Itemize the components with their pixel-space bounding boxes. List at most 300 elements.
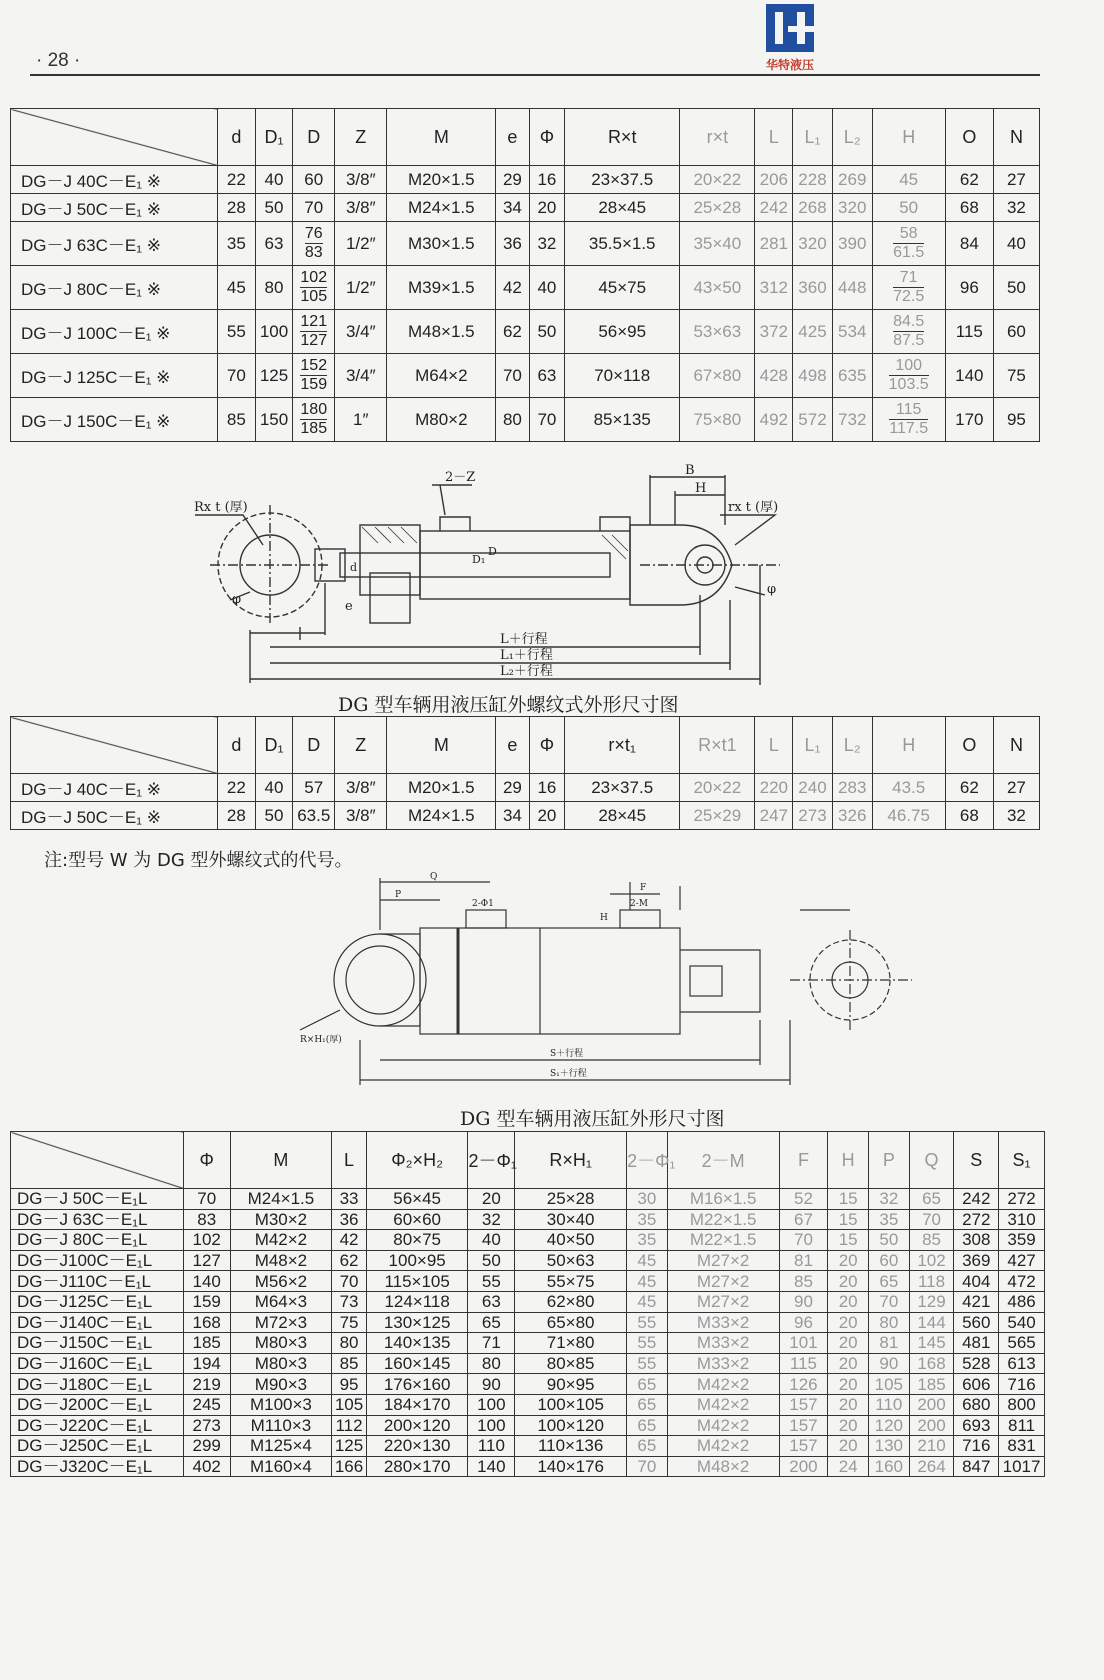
cell-s: 404 (954, 1271, 999, 1292)
header-rule (30, 74, 1040, 76)
cell-o: 62 (945, 166, 993, 194)
col-phi: Φ (183, 1132, 230, 1189)
cell-h: 15 (828, 1209, 869, 1230)
cylinder-drawing-standard (300, 870, 1020, 1095)
cell-s: 716 (954, 1436, 999, 1457)
cell-l: 36 (332, 1209, 367, 1230)
label-2m: 2-M (630, 899, 648, 909)
cell-phi: 140 (183, 1271, 230, 1292)
cell-m: M80×3 (230, 1353, 332, 1374)
cell-l1: 572 (793, 398, 833, 442)
cell-phi: 16 (529, 774, 565, 802)
cell-s: 242 (954, 1189, 999, 1210)
label-phi-right: φ (767, 582, 777, 597)
col-rxt-upper: R×t (565, 109, 680, 166)
table-body (11, 1189, 1045, 1477)
cell-q: 65 (909, 1189, 954, 1210)
cell-phi: 127 (183, 1250, 230, 1271)
cell-f: 101 (779, 1333, 828, 1354)
cell-phi: 159 (183, 1291, 230, 1312)
cell-d: 55 (218, 310, 256, 354)
cell-phi2xh2: 60×60 (366, 1209, 468, 1230)
cell-l: 312 (755, 266, 793, 310)
cell-D: 70 (293, 194, 335, 222)
cell-s1: 359 (999, 1230, 1045, 1251)
cell-l2: 534 (832, 310, 872, 354)
label-2phi1: 2-Φ1 (472, 899, 494, 909)
cell-rxt-upper: 85×135 (565, 398, 680, 442)
label-2z: 2－Z (445, 470, 476, 485)
col-d: d (218, 717, 256, 774)
cell-2m: M33×2 (667, 1353, 779, 1374)
cell-q: 102 (909, 1250, 954, 1271)
cell-m: M90×3 (230, 1374, 332, 1395)
figure-caption-threaded: DG 型车辆用液压缸外螺纹式外形尺寸图 (338, 694, 679, 716)
cell-2m: M42×2 (667, 1436, 779, 1457)
table-row (11, 1456, 1045, 1477)
H-top: 58 (893, 225, 924, 244)
cell-2phi1-b: 35 (627, 1209, 668, 1230)
cell-d1: 63 (255, 222, 293, 266)
cell-h: 20 (828, 1415, 869, 1436)
col-2m: 2－M (667, 1132, 779, 1189)
table-row (11, 1209, 1045, 1230)
cell-e: 34 (496, 194, 529, 222)
cell-rxh1: 90×95 (515, 1374, 627, 1395)
cell-phi: 20 (529, 802, 565, 830)
cell-rxh1: 71×80 (515, 1333, 627, 1354)
cell-f: 96 (779, 1312, 828, 1333)
cell-f: 90 (779, 1291, 828, 1312)
cell-s1: 272 (999, 1189, 1045, 1210)
cell-m: M80×2 (387, 398, 496, 442)
cell-e: 29 (496, 166, 529, 194)
cell-s1: 1017 (999, 1456, 1045, 1477)
cell-rxt: 75×80 (680, 398, 755, 442)
cell-d: 22 (218, 166, 256, 194)
model-cell: DG－J320C－E₁L (11, 1456, 184, 1477)
cell-rxh1: 25×28 (515, 1189, 627, 1210)
cell-m: M30×1.5 (387, 222, 496, 266)
H-bottom: 72.5 (893, 288, 925, 305)
cell-l1: 498 (793, 354, 833, 398)
figure-caption-standard: DG 型车辆用液压缸外形尺寸图 (460, 1108, 725, 1130)
cell-s1: 486 (999, 1291, 1045, 1312)
model-cell: DG－J125C－E₁L (11, 1291, 184, 1312)
cell-z: 3/8″ (335, 166, 387, 194)
col-2phi1-b: 2－Φ₁ (627, 1132, 668, 1189)
col-D: D (293, 717, 335, 774)
table-row (11, 222, 1040, 266)
cell-s: 481 (954, 1333, 999, 1354)
label-b: B (685, 463, 695, 478)
cell-2phi1: 80 (468, 1353, 515, 1374)
cell-2phi1: 32 (468, 1209, 515, 1230)
table-standard-cylinder-dims (10, 1131, 1045, 1477)
cell-h (872, 398, 945, 442)
cell-phi2xh2: 140×135 (366, 1333, 468, 1354)
cell-l2: 320 (832, 194, 872, 222)
cell-m: M80×3 (230, 1333, 332, 1354)
cell-s1: 565 (999, 1333, 1045, 1354)
col-phi: Φ (529, 109, 565, 166)
model-cell: DG－J 150C－E₁ ※ (11, 398, 218, 442)
cell-m: M110×3 (230, 1415, 332, 1436)
cell-d1: 100 (255, 310, 293, 354)
cell-z: 3/8″ (335, 774, 387, 802)
col-m: M (387, 109, 496, 166)
cell-rxh1: 62×80 (515, 1291, 627, 1312)
cell-n: 27 (993, 774, 1039, 802)
cell-2phi1: 90 (468, 1374, 515, 1395)
cell-d1: 125 (255, 354, 293, 398)
cell-phi2xh2: 130×125 (366, 1312, 468, 1333)
cell-p: 60 (869, 1250, 910, 1271)
cell-f: 126 (779, 1374, 828, 1395)
cell-rxh1: 40×50 (515, 1230, 627, 1251)
cell-rxt: 35×40 (680, 222, 755, 266)
cell-e: 36 (496, 222, 529, 266)
cell-l1: 425 (793, 310, 833, 354)
cell-p: 110 (869, 1394, 910, 1415)
cell-f: 157 (779, 1415, 828, 1436)
cell-h (872, 310, 945, 354)
model-cell: DG－J 50C－E₁ ※ (11, 194, 218, 222)
cell-f: 115 (779, 1353, 828, 1374)
cell-n: 27 (993, 166, 1039, 194)
cell-l: 73 (332, 1291, 367, 1312)
H-bottom: 61.5 (893, 244, 925, 261)
H-bottom: 87.5 (893, 332, 925, 349)
label-rxh1: R×H₁(厚) (300, 1035, 342, 1045)
cell-2phi1-b: 55 (627, 1353, 668, 1374)
cell-2phi1: 100 (468, 1394, 515, 1415)
D-bottom: 127 (300, 332, 328, 349)
cell-e: 70 (496, 354, 529, 398)
cell-rxt-upper: 45×75 (565, 266, 680, 310)
col-h: H (872, 717, 945, 774)
cell-p: 32 (869, 1189, 910, 1210)
table-row (11, 1230, 1045, 1251)
col-rxt1: r×t₁ (565, 717, 680, 774)
cell-l: 166 (332, 1456, 367, 1477)
cell-m: M20×1.5 (387, 774, 496, 802)
corner-cell (11, 1132, 184, 1189)
cell-d: 85 (218, 398, 256, 442)
cell-2m: M27×2 (667, 1250, 779, 1271)
col-l1: L₁ (793, 109, 833, 166)
cell-o: 140 (945, 354, 993, 398)
cell-l2: 635 (832, 354, 872, 398)
model-cell: DG－J160C－E₁L (11, 1353, 184, 1374)
cell-m: M100×3 (230, 1394, 332, 1415)
cell-l: 428 (755, 354, 793, 398)
col-s1: S₁ (999, 1132, 1045, 1189)
brand-name: 华特液压 (765, 58, 814, 72)
cylinder-drawing-threaded (194, 463, 820, 690)
cell-h (872, 222, 945, 266)
cell-s: 560 (954, 1312, 999, 1333)
cell-D (293, 222, 335, 266)
cell-rxt-upper: 23×37.5 (565, 166, 680, 194)
cell-l: 75 (332, 1312, 367, 1333)
D-top: 121 (300, 313, 328, 330)
model-cell: DG－J 50C－E₁ ※ (11, 802, 218, 830)
label-q: Q (430, 872, 438, 882)
label-D1: D₁ (472, 553, 486, 566)
cell-2phi1-b: 70 (627, 1456, 668, 1477)
cell-l2: 283 (832, 774, 872, 802)
cell-phi: 245 (183, 1394, 230, 1415)
cell-d: 28 (218, 802, 256, 830)
cell-2phi1: 50 (468, 1250, 515, 1271)
cell-l: 85 (332, 1353, 367, 1374)
table-row (11, 1436, 1045, 1457)
cell-p: 160 (869, 1456, 910, 1477)
cell-l: 220 (755, 774, 793, 802)
model-note: 注:型号 W 为 DG 型外螺纹式的代号。 (44, 850, 353, 871)
cell-h (872, 354, 945, 398)
cell-f: 157 (779, 1436, 828, 1457)
col-z: Z (335, 717, 387, 774)
cell-2phi1-b: 65 (627, 1415, 668, 1436)
cell-phi: 194 (183, 1353, 230, 1374)
model-cell: DG－J 40C－E₁ ※ (11, 166, 218, 194)
cell-2m: M27×2 (667, 1291, 779, 1312)
table-row (11, 774, 1040, 802)
cell-l2: 326 (832, 802, 872, 830)
cell-z: 1″ (335, 398, 387, 442)
cell-h: 15 (828, 1189, 869, 1210)
cell-d1: 50 (255, 802, 293, 830)
cell-s1: 831 (999, 1436, 1045, 1457)
cell-2m: M33×2 (667, 1333, 779, 1354)
cell-p: 130 (869, 1436, 910, 1457)
cell-2phi1: 100 (468, 1415, 515, 1436)
cell-D (293, 398, 335, 442)
cell-d: 35 (218, 222, 256, 266)
cell-p: 70 (869, 1291, 910, 1312)
cell-rxh1: 100×120 (515, 1415, 627, 1436)
label-s1-stroke: S₁＋行程 (550, 1069, 587, 1079)
model-cell: DG－J 80C－E₁L (11, 1230, 184, 1251)
cell-l1: 360 (793, 266, 833, 310)
cell-n: 75 (993, 354, 1039, 398)
cell-s: 308 (954, 1230, 999, 1251)
model-cell: DG－J200C－E₁L (11, 1394, 184, 1415)
cell-2phi1: 110 (468, 1436, 515, 1457)
cell-2m: M22×1.5 (667, 1230, 779, 1251)
cell-s1: 540 (999, 1312, 1045, 1333)
model-cell: DG－J 125C－E₁ ※ (11, 354, 218, 398)
cell-2m: M22×1.5 (667, 1209, 779, 1230)
H-top: 115 (889, 401, 928, 420)
cell-h: 24 (828, 1456, 869, 1477)
cell-2phi1-b: 65 (627, 1374, 668, 1395)
model-cell: DG－J 80C－E₁ ※ (11, 266, 218, 310)
cell-m: M42×2 (230, 1230, 332, 1251)
cell-p: 105 (869, 1374, 910, 1395)
cell-l: 492 (755, 398, 793, 442)
cell-2m: M42×2 (667, 1374, 779, 1395)
cell-phi2xh2: 184×170 (366, 1394, 468, 1415)
cell-phi: 63 (529, 354, 565, 398)
cell-s1: 800 (999, 1394, 1045, 1415)
cell-2phi1-b: 30 (627, 1189, 668, 1210)
cell-d1: 50 (255, 194, 293, 222)
cell-rxt1: 23×37.5 (565, 774, 680, 802)
col-h: H (828, 1132, 869, 1189)
cell-m: M64×3 (230, 1291, 332, 1312)
cell-m: M125×4 (230, 1436, 332, 1457)
cell-q: 264 (909, 1456, 954, 1477)
table-header-row (11, 109, 1040, 166)
cell-s: 847 (954, 1456, 999, 1477)
cell-phi: 50 (529, 310, 565, 354)
cell-2phi1-b: 55 (627, 1333, 668, 1354)
page-number: · 28 · (36, 50, 81, 71)
col-e: e (496, 717, 529, 774)
model-cell: DG－J250C－E₁L (11, 1436, 184, 1457)
table-row (11, 1394, 1045, 1415)
D-top: 152 (300, 357, 328, 374)
cell-rxh1: 100×105 (515, 1394, 627, 1415)
brand-logo (755, 4, 825, 74)
cell-s: 369 (954, 1250, 999, 1271)
model-cell: DG－J 63C－E₁L (11, 1209, 184, 1230)
table-threaded-cylinder-dims-2 (10, 716, 1040, 830)
cell-phi: 83 (183, 1209, 230, 1230)
D-top: 76 (304, 225, 323, 242)
col-2phi1: 2－Φ₁ (468, 1132, 515, 1189)
cell-2phi1-b: 65 (627, 1436, 668, 1457)
cell-h: 20 (828, 1312, 869, 1333)
cell-l: 372 (755, 310, 793, 354)
col-Rxt1: R×t1 (680, 717, 755, 774)
table-header-row (11, 1132, 1045, 1189)
cell-2phi1-b: 45 (627, 1271, 668, 1292)
model-cell: DG－J140C－E₁L (11, 1312, 184, 1333)
cell-o: 96 (945, 266, 993, 310)
cell-Rxt1: 25×29 (680, 802, 755, 830)
col-h: H (872, 109, 945, 166)
cell-Rxt1: 20×22 (680, 774, 755, 802)
label-p: P (395, 890, 402, 900)
cell-m: M24×1.5 (387, 194, 496, 222)
cell-q: 200 (909, 1415, 954, 1436)
cell-D (293, 310, 335, 354)
cell-2m: M27×2 (667, 1271, 779, 1292)
cell-m: M160×4 (230, 1456, 332, 1477)
cell-q: 118 (909, 1271, 954, 1292)
cell-rxt-upper: 35.5×1.5 (565, 222, 680, 266)
cell-h: 20 (828, 1271, 869, 1292)
corner-cell (11, 109, 218, 166)
cell-2m: M42×2 (667, 1415, 779, 1436)
cell-rxh1: 50×63 (515, 1250, 627, 1271)
cell-phi: 40 (529, 266, 565, 310)
logo-mark (766, 4, 814, 52)
label-rxt: Rx t (厚) (194, 500, 248, 515)
cell-2phi1: 55 (468, 1271, 515, 1292)
cell-rxt: 43×50 (680, 266, 755, 310)
cell-rxh1: 55×75 (515, 1271, 627, 1292)
cell-rxt-upper: 56×95 (565, 310, 680, 354)
cell-p: 65 (869, 1271, 910, 1292)
cell-s: 421 (954, 1291, 999, 1312)
cell-o: 115 (945, 310, 993, 354)
table-header-row (11, 717, 1040, 774)
cell-h: 45 (872, 166, 945, 194)
cell-2m: M33×2 (667, 1312, 779, 1333)
label-f: F (640, 883, 647, 893)
cell-l: 242 (755, 194, 793, 222)
cell-m: M72×3 (230, 1312, 332, 1333)
cell-e: 42 (496, 266, 529, 310)
col-o: O (945, 109, 993, 166)
cell-rxt-upper: 70×118 (565, 354, 680, 398)
cell-e: 62 (496, 310, 529, 354)
cell-z: 3/8″ (335, 802, 387, 830)
cell-d1: 40 (255, 166, 293, 194)
col-D: D (293, 109, 335, 166)
cell-s: 680 (954, 1394, 999, 1415)
cell-z: 3/4″ (335, 354, 387, 398)
cell-2phi1: 65 (468, 1312, 515, 1333)
cell-n: 60 (993, 310, 1039, 354)
table-row (11, 1353, 1045, 1374)
cell-l2: 269 (832, 166, 872, 194)
cell-2phi1: 140 (468, 1456, 515, 1477)
model-cell: DG－J 63C－E₁ ※ (11, 222, 218, 266)
col-l: L (755, 717, 793, 774)
cell-l2: 732 (832, 398, 872, 442)
cell-2m: M16×1.5 (667, 1189, 779, 1210)
label-rxt-small: rx t (厚) (728, 500, 779, 515)
model-cell: DG－J110C－E₁L (11, 1271, 184, 1292)
cell-phi2xh2: 100×95 (366, 1250, 468, 1271)
cell-s1: 716 (999, 1374, 1045, 1395)
H-bottom: 117.5 (889, 420, 929, 437)
cell-q: 145 (909, 1333, 954, 1354)
cell-h: 20 (828, 1394, 869, 1415)
label-l-stroke: L＋行程 (500, 632, 548, 647)
cell-l1: 320 (793, 222, 833, 266)
model-cell: DG－J 40C－E₁ ※ (11, 774, 218, 802)
cell-2phi1: 40 (468, 1230, 515, 1251)
model-cell: DG－J150C－E₁L (11, 1333, 184, 1354)
cell-h: 43.5 (872, 774, 945, 802)
cell-e: 34 (496, 802, 529, 830)
cell-h: 20 (828, 1353, 869, 1374)
cell-2phi1-b: 45 (627, 1250, 668, 1271)
cell-l: 125 (332, 1436, 367, 1457)
cell-phi2xh2: 220×130 (366, 1436, 468, 1457)
col-d1: D₁ (255, 717, 293, 774)
H-bottom: 103.5 (888, 376, 929, 393)
cell-phi2xh2: 56×45 (366, 1189, 468, 1210)
cell-phi: 16 (529, 166, 565, 194)
col-f: F (779, 1132, 828, 1189)
col-d: d (218, 109, 256, 166)
cell-h: 46.75 (872, 802, 945, 830)
cell-q: 185 (909, 1374, 954, 1395)
col-e: e (496, 109, 529, 166)
H-top: 84.5 (893, 313, 925, 330)
label-h: H (600, 913, 608, 923)
D-top: 180 (300, 401, 328, 418)
cell-phi: 168 (183, 1312, 230, 1333)
